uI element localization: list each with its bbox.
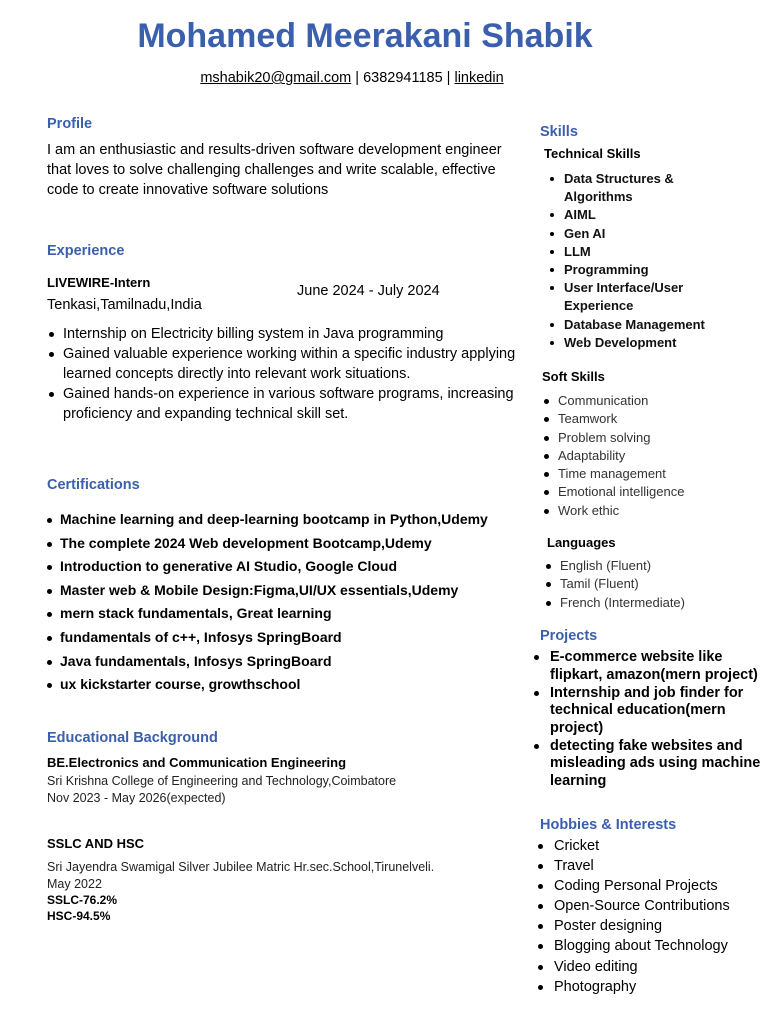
list-item: Travel: [532, 856, 762, 876]
list-item: Internship on Electricity billing system in Java programming: [47, 324, 517, 344]
list-item: Database Management: [542, 316, 732, 334]
list-item: Teamwork: [542, 410, 742, 428]
list-item: The complete 2024 Web development Bootcamp,Udemy: [45, 532, 525, 556]
list-item: Programming: [542, 261, 732, 279]
list-item: French (Intermediate): [544, 594, 744, 612]
certifications-heading: Certifications: [47, 477, 140, 493]
projects-heading: Projects: [540, 628, 598, 644]
school-title: SSLC AND HSC: [47, 836, 145, 851]
resume-name: Mohamed Meerakani Shabik: [137, 17, 593, 55]
education-heading: Educational Background: [47, 730, 218, 746]
college-name: Sri Krishna College of Engineering and Technology,Coimbatore: [47, 774, 397, 788]
list-item: Introduction to generative AI Studio, Google Cloud: [45, 555, 525, 579]
list-item: Open-Source Contributions: [532, 896, 762, 916]
phone-number: 6382941185: [363, 70, 443, 86]
skills-heading: Skills: [540, 124, 578, 140]
contact-line: [0, 68, 704, 88]
hobbies-heading: Hobbies & Interests: [540, 817, 677, 833]
list-item: Java fundamentals, Infosys SpringBoard: [45, 650, 525, 674]
list-item: Communication: [542, 392, 742, 410]
languages-heading: Languages: [547, 535, 616, 550]
contact-separator: |: [442, 70, 455, 86]
hobbies-list: [532, 836, 762, 997]
experience-company: LIVEWIRE-Intern: [47, 275, 151, 290]
experience-bullets: [47, 324, 517, 424]
experience-heading: Experience: [47, 243, 125, 259]
college-dates: Nov 2023 - May 2026(expected): [47, 791, 226, 805]
list-item: Coding Personal Projects: [532, 876, 762, 896]
list-item: Gained hands-on experience in various software programs, increasing proficiency and expanding technical skill set.: [47, 384, 517, 424]
list-item: fundamentals of c++, Infosys SpringBoard: [45, 626, 525, 650]
list-item: User Interface/User Experience: [542, 279, 732, 315]
list-item: Internship and job finder for technical education(mern project): [532, 685, 766, 738]
school-date: May 2022: [47, 877, 102, 891]
email-link[interactable]: mshabik20@gmail.com: [200, 70, 352, 86]
list-item: Emotional intelligence: [542, 483, 742, 501]
sslc-score: SSLC-76.2%: [47, 893, 118, 907]
list-item: Master web & Mobile Design:Figma,UI/UX essentials,Udemy: [45, 579, 525, 603]
contact-separator: |: [351, 70, 364, 86]
certifications-list: [45, 508, 525, 697]
languages-list: [544, 557, 744, 612]
soft-skills-heading: Soft Skills: [542, 369, 605, 384]
school-name: Sri Jayendra Swamigal Silver Jubilee Matric Hr.sec.School,Tirunelveli.: [47, 860, 435, 874]
list-item: Photography: [532, 977, 762, 997]
list-item: AIML: [542, 206, 732, 224]
list-item: Video editing: [532, 957, 762, 977]
degree-title: BE.Electronics and Communication Engineering: [47, 755, 347, 770]
technical-skills-list: [542, 170, 732, 352]
hsc-score: HSC-94.5%: [47, 909, 111, 923]
list-item: Poster designing: [532, 916, 762, 936]
experience-dates: June 2024 - July 2024: [297, 283, 440, 299]
list-item: Gen AI: [542, 225, 732, 243]
list-item: LLM: [542, 243, 732, 261]
list-item: mern stack fundamentals, Great learning: [45, 602, 525, 626]
list-item: Time management: [542, 465, 742, 483]
linkedin-link[interactable]: linkedin: [454, 70, 504, 86]
soft-skills-list: [542, 392, 742, 520]
profile-heading: Profile: [47, 116, 93, 132]
list-item: Gained valuable experience working within a specific industry applying learned concepts directly into relevant work situations.: [47, 344, 517, 384]
list-item: Problem solving: [542, 429, 742, 447]
list-item: Data Structures & Algorithms: [542, 170, 732, 206]
list-item: Adaptability: [542, 447, 742, 465]
list-item: Web Development: [542, 334, 732, 352]
list-item: Work ethic: [542, 502, 742, 520]
list-item: E-commerce website like flipkart, amazon(mern project): [532, 649, 766, 684]
list-item: English (Fluent): [544, 557, 744, 575]
experience-location: Tenkasi,Tamilnadu,India: [47, 297, 202, 313]
list-item: detecting fake websites and misleading ads using machine learning: [532, 738, 766, 791]
list-item: Machine learning and deep-learning bootcamp in Python,Udemy: [45, 508, 525, 532]
list-item: Cricket: [532, 836, 762, 856]
list-item: ux kickstarter course, growthschool: [45, 673, 525, 697]
list-item: Tamil (Fluent): [544, 575, 744, 593]
list-item: Blogging about Technology: [532, 936, 762, 956]
profile-text: I am an enthusiastic and results-driven software development engineer that loves to solve challenging challenges and write scalable, effective code to create innovative software solutions: [47, 142, 502, 198]
technical-skills-heading: Technical Skills: [544, 146, 641, 161]
projects-list: [532, 649, 766, 791]
